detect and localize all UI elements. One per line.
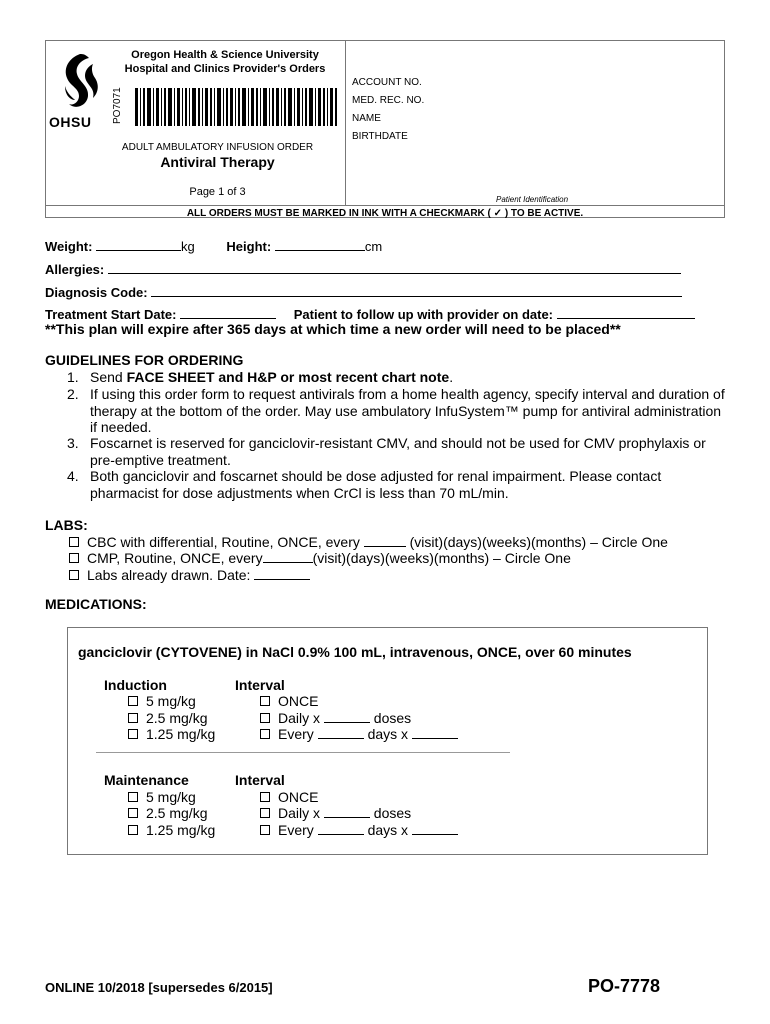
footer-online: ONLINE 10/2018 [supersedes 6/2015] — [45, 980, 273, 995]
maintenance-dose-1-25: 1.25 mg/kg — [128, 822, 215, 839]
guideline-2-line2: therapy at the bottom of the order. May use ambulatory InfuSystem™ pump for antiviral administration — [90, 403, 722, 419]
maintenance-interval-label: Interval — [235, 772, 285, 788]
maintenance-dose-2-5-checkbox[interactable] — [128, 808, 138, 818]
maintenance-every-checkbox[interactable] — [260, 825, 270, 835]
guideline-number-2: 2. — [67, 386, 79, 402]
expire-notice: **This plan will expire after 365 days at which time a new order will need to be placed** — [45, 321, 621, 337]
allergies-field[interactable] — [108, 261, 681, 274]
guidelines-heading: GUIDELINES FOR ORDERING — [45, 352, 244, 368]
labs-heading: LABS: — [45, 517, 88, 533]
labs-drawn-date-field[interactable] — [254, 567, 310, 580]
med-rec-no-label: MED. REC. NO. — [352, 95, 425, 106]
header-divider — [345, 40, 346, 205]
allergies-row — [45, 261, 681, 277]
induction-every-days-field[interactable] — [318, 726, 364, 739]
weight-label: Weight: — [45, 239, 93, 254]
diagnosis-field[interactable] — [151, 284, 682, 297]
lab-drawn: Labs already drawn. Date: — [69, 567, 310, 584]
logo-text: OHSU — [49, 114, 92, 130]
maintenance-every: Every days x — [260, 822, 458, 839]
induction-daily-checkbox[interactable] — [260, 713, 270, 723]
induction-dose-1-25-checkbox[interactable] — [128, 729, 138, 739]
induction-every: Every days x — [260, 726, 458, 743]
maintenance-every-days-field[interactable] — [318, 822, 364, 835]
cmp-interval-field[interactable] — [263, 550, 313, 563]
guideline-1: Send FACE SHEET and H&P or most recent chart note. — [90, 369, 454, 385]
induction-dose-5-checkbox[interactable] — [128, 696, 138, 706]
maintenance-once: ONCE — [260, 789, 318, 806]
barcode — [133, 88, 340, 126]
cbc-interval-field[interactable] — [364, 534, 406, 547]
birthdate-label: BIRTHDATE — [352, 131, 408, 142]
induction-dose-2-5: 2.5 mg/kg — [128, 710, 207, 727]
cbc-checkbox[interactable] — [69, 537, 79, 547]
medications-heading: MEDICATIONS: — [45, 596, 147, 612]
induction-interval-label: Interval — [235, 677, 285, 693]
org-name: Oregon Health & Science University — [131, 49, 319, 61]
lab-cmp: CMP, Routine, ONCE, every (visit)(days)(weeks)(months) – Circle One — [69, 550, 571, 567]
guideline-number-3: 3. — [67, 435, 79, 451]
maintenance-dose-1-25-checkbox[interactable] — [128, 825, 138, 835]
maintenance-daily: Daily x doses — [260, 805, 411, 822]
header-rule — [45, 205, 725, 206]
drug-line: ganciclovir (CYTOVENE) in NaCl 0.9% 100 mL, intravenous, ONCE, over 60 minutes — [78, 644, 632, 660]
guideline-number-1: 1. — [67, 369, 79, 385]
form-number: PO-7778 — [588, 976, 661, 996]
follow-up-label: Patient to follow up with provider on date: — [293, 307, 554, 322]
induction-dose-2-5-checkbox[interactable] — [128, 713, 138, 723]
allergies-label: Allergies: — [45, 262, 105, 277]
maintenance-dose-5: 5 mg/kg — [128, 789, 196, 806]
guideline-number-4: 4. — [67, 468, 79, 484]
account-no-label: ACCOUNT NO. — [352, 77, 422, 88]
diagnosis-row — [45, 284, 682, 300]
order-title: Antiviral Therapy — [160, 154, 275, 170]
maintenance-dose-2-5: 2.5 mg/kg — [128, 805, 207, 822]
page-indicator: Page 1 of 3 — [189, 186, 246, 198]
dates-row — [45, 306, 695, 322]
guideline-2-line3: if needed. — [90, 419, 152, 435]
guideline-2-line1: If using this order form to request antivirals from a home health agency, specify interval and duration of — [90, 386, 725, 402]
weight-field[interactable] — [96, 238, 181, 251]
maintenance-once-checkbox[interactable] — [260, 792, 270, 802]
guideline-3-line1: Foscarnet is reserved for ganciclovir-resistant CMV, and should not be used for CMV prophylaxis or — [90, 435, 706, 451]
induction-dose-1-25: 1.25 mg/kg — [128, 726, 215, 743]
maintenance-daily-field[interactable] — [324, 805, 370, 818]
guideline-4-line1: Both ganciclovir and foscarnet should be dose adjusted for renal impairment. Please contact — [90, 468, 662, 484]
name-label: NAME — [352, 113, 381, 124]
induction-once: ONCE — [260, 693, 318, 710]
lab-cbc: CBC with differential, Routine, ONCE, every (visit)(days)(weeks)(months) – Circle One — [69, 534, 668, 551]
patient-id-label: Patient Identification — [496, 195, 569, 204]
guideline-3-line2: pre-emptive treatment. — [90, 452, 231, 468]
induction-every-checkbox[interactable] — [260, 729, 270, 739]
ink-notice: ALL ORDERS MUST BE MARKED IN INK WITH A CHECKMARK ( ✓ ) TO BE ACTIVE. — [186, 208, 584, 219]
maintenance-label: Maintenance — [104, 772, 189, 788]
order-type: ADULT AMBULATORY INFUSION ORDER — [121, 142, 314, 153]
weight-height-row — [45, 238, 382, 254]
guideline-4-line2: pharmacist for dose adjustments when CrCl is less than 70 mL/min. — [90, 485, 509, 501]
height-unit: cm — [364, 239, 383, 254]
labs-drawn-checkbox[interactable] — [69, 570, 79, 580]
cmp-checkbox[interactable] — [69, 553, 79, 563]
form-code: PO7071 — [112, 87, 123, 124]
induction-once-checkbox[interactable] — [260, 696, 270, 706]
induction-dose-5: 5 mg/kg — [128, 693, 196, 710]
start-date-field[interactable] — [180, 306, 276, 319]
induction-daily-field[interactable] — [324, 710, 370, 723]
medication-separator — [96, 752, 510, 753]
induction-label: Induction — [104, 677, 167, 693]
maintenance-dose-5-checkbox[interactable] — [128, 792, 138, 802]
height-label: Height: — [226, 239, 272, 254]
induction-every-times-field[interactable] — [412, 726, 458, 739]
weight-unit: kg — [181, 239, 195, 254]
diagnosis-label: Diagnosis Code: — [45, 285, 148, 300]
maintenance-daily-checkbox[interactable] — [260, 808, 270, 818]
ohsu-logo-icon — [55, 50, 105, 112]
org-subtitle: Hospital and Clinics Provider's Orders — [124, 63, 326, 75]
height-field[interactable] — [275, 238, 365, 251]
start-date-label: Treatment Start Date: — [45, 307, 177, 322]
follow-up-field[interactable] — [557, 306, 695, 319]
induction-daily: Daily x doses — [260, 710, 411, 727]
maintenance-every-times-field[interactable] — [412, 822, 458, 835]
